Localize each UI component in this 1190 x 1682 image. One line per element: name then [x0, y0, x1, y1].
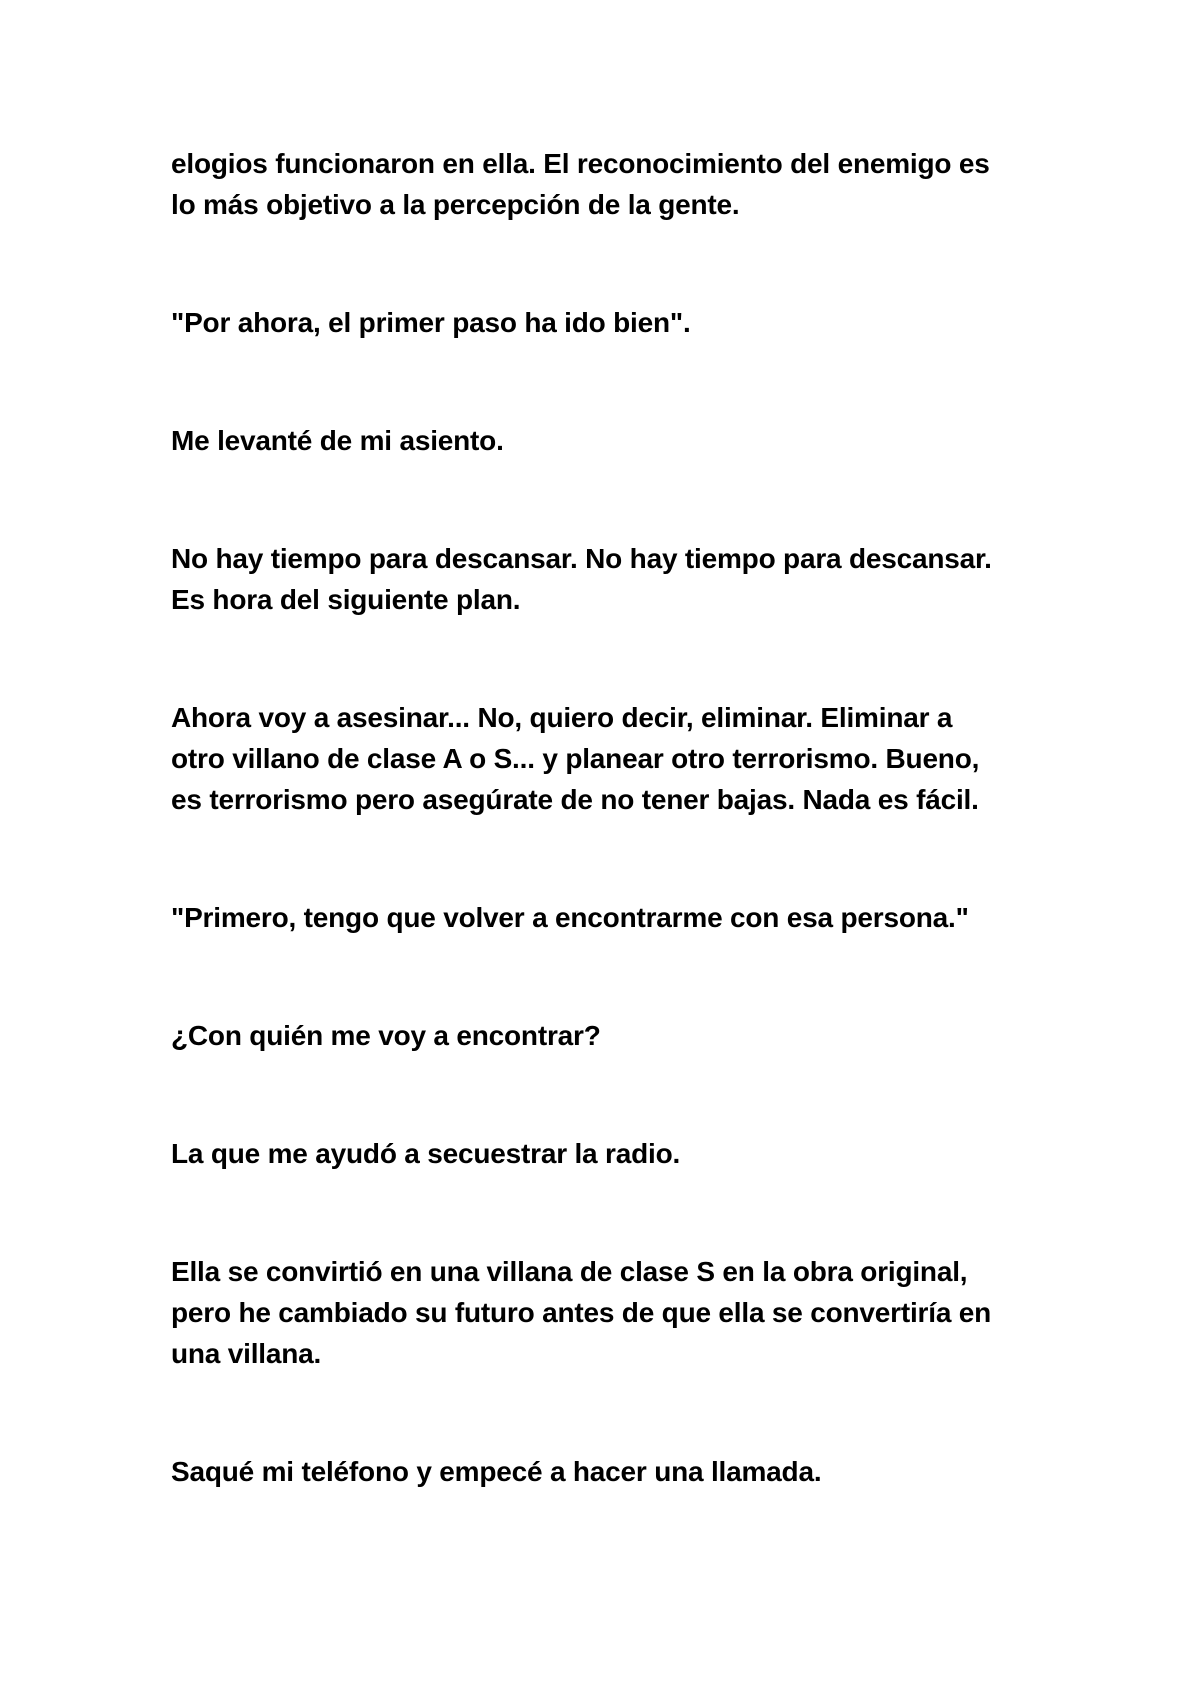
paragraph: "Primero, tengo que volver a encontrarme con esa persona." [171, 902, 969, 933]
paragraph: Me levanté de mi asiento. [171, 425, 504, 456]
paragraph: La que me ayudó a secuestrar la radio. [171, 1138, 681, 1169]
paragraph: No hay tiempo para descansar. No hay tiempo para descansar. Es hora del siguiente plan. [171, 543, 992, 615]
paragraph: Ella se convirtió en una villana de clase S en la obra original, pero he cambiado su futuro antes de que ella se convertiría en una villana. [171, 1256, 992, 1369]
paragraph: elogios funcionaron en ella. El reconocimiento del enemigo es lo más objetivo a la percepción de la gente. [171, 148, 990, 220]
paragraph: "Por ahora, el primer paso ha ido bien". [171, 307, 691, 338]
paragraph: Ahora voy a asesinar... No, quiero decir, eliminar. Eliminar a otro villano de clase A o S... y planear otro terrorismo. Bueno, es terrorismo pero asegúrate de no tener bajas. Nada es fácil. [171, 702, 980, 815]
paragraph: ¿Con quién me voy a encontrar? [171, 1020, 601, 1051]
paragraph: Saqué mi teléfono y empecé a hacer una llamada. [171, 1456, 822, 1487]
